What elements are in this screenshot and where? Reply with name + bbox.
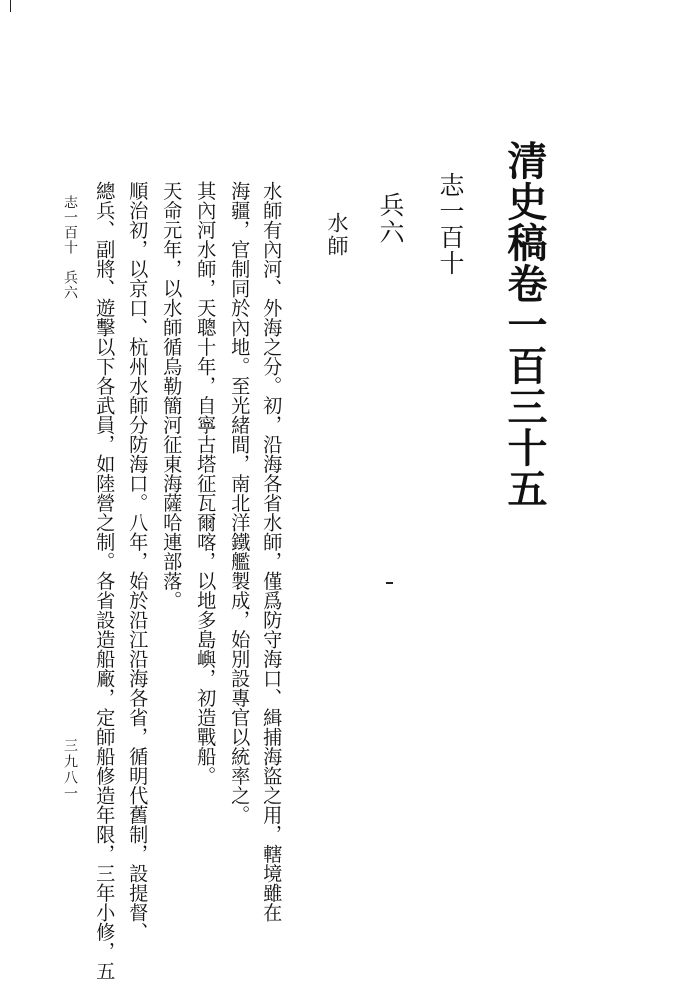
text-line: 其內河水師，天聰十年，自寧古塔征瓦爾喀，以地多島嶼，初造戰船。: [194, 181, 218, 786]
text-line: 海疆，官制同於內地。至光緒間，南北洋鐵艦製成，始別設專官以統率之。: [228, 181, 252, 825]
text-line: 水師有內河、外海之分。初，沿海各省水師，僅爲防守海口、緝捕海盜之用，轄境雖在: [260, 181, 284, 922]
text-line: 天命元年，以水師循烏勒簡河征東海薩哈連部落。: [160, 181, 184, 610]
print-mark: [386, 582, 393, 584]
text-line: 順治初，以京口、杭州水師分防海口。八年，始於沿江沿海各省，循明代舊制，設提督、: [126, 181, 150, 942]
text-line: 總兵、副將、遊擊以下各武員，如陸營之制。各省設造船廠，定師船修造年限，三年小修，五: [93, 181, 117, 981]
running-head: 志一百十 兵六: [62, 195, 78, 300]
page-number: 三九八一: [62, 738, 78, 802]
book-title: 清史稿卷一百三十五: [501, 140, 548, 509]
top-edge-rule: [10, 0, 11, 12]
section-label: 兵六: [376, 192, 405, 246]
subsection-heading: 水師: [325, 212, 349, 258]
volume-label: 志一百十: [436, 172, 465, 276]
